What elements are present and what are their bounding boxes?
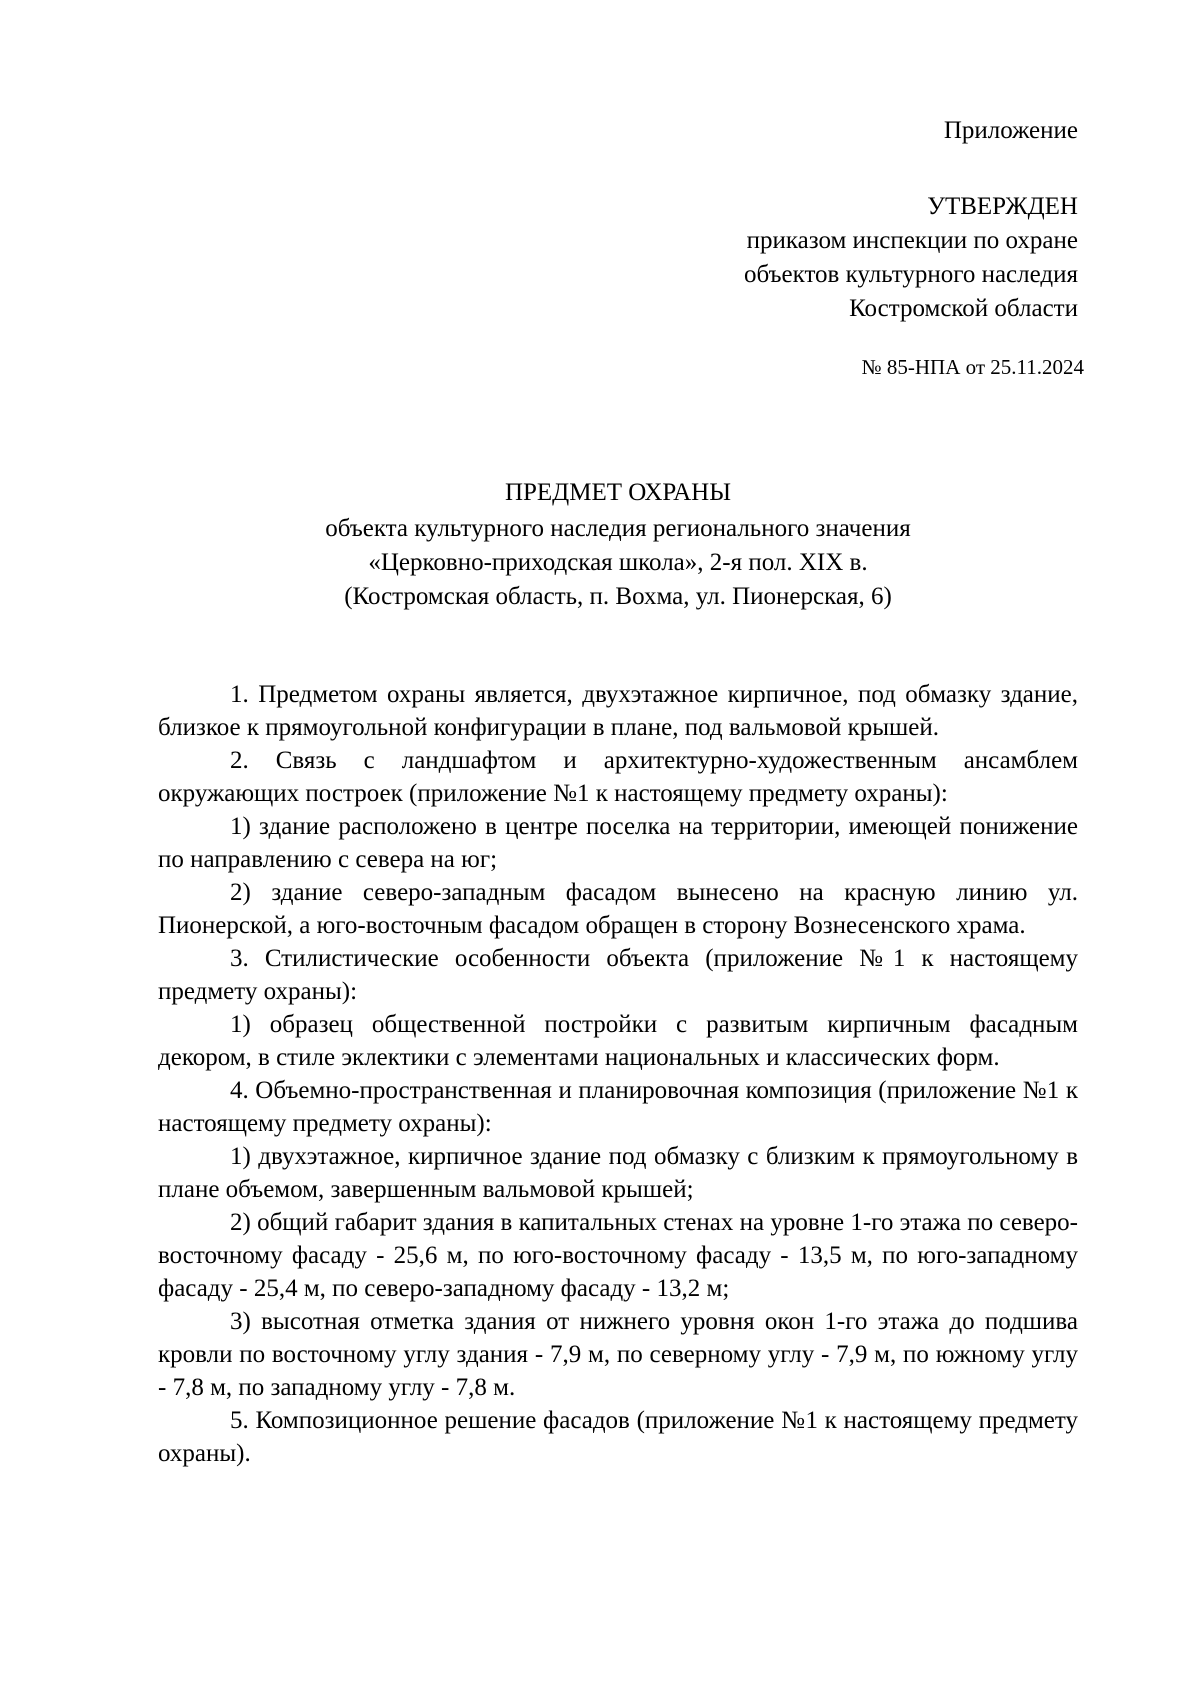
- paragraph-4-item-1: 1) двухэтажное, кирпичное здание под обмазку с близким к прямоугольному в плане объемом, завершенным вальмовой крышей;: [158, 1143, 1078, 1203]
- paragraph-5: 5. Композиционное решение фасадов (приложение №1 к настоящему предмету охраны).: [158, 1407, 1078, 1467]
- paragraph-2: 2. Связь с ландшафтом и архитектурно-художественным ансамблем окружающих построек (приложение №1 к настоящему предмету охраны):: [158, 747, 1078, 807]
- approved-by-line: Костромской области: [849, 295, 1078, 322]
- paragraph-3: 3. Стилистические особенности объекта (приложение №1 к настоящему предмету охраны):: [158, 945, 1078, 1005]
- document-title: ПРЕДМЕТ ОХРАНЫ: [504, 479, 732, 506]
- approved-by-line: объектов культурного наследия: [744, 261, 1078, 288]
- paragraph-2-item-2: 2) здание северо-западным фасадом вынесено на красную линию ул. Пионерской, а юго-восточным фасадом обращен в сторону Вознесенского храма.: [158, 879, 1078, 939]
- approval-stamp-block: [560, 190, 1078, 326]
- paragraph-4-item-3: 3) высотная отметка здания от нижнего уровня окон 1-го этажа до подшива кровли по восточному углу здания - 7,9 м, по северному углу - 7,9 м, по южному углу - 7,8 м, по западному углу - 7,8 м.: [158, 1308, 1078, 1401]
- approved-heading: УТВЕРЖДЕН: [927, 193, 1078, 220]
- paragraph-2-item-1: 1) здание расположено в центре поселка на территории, имеющей понижение по направлению с севера на юг;: [158, 813, 1078, 873]
- title-subline: «Церковно-приходская школа», 2-я пол. XIX в.: [368, 549, 868, 576]
- document-body: [158, 678, 1078, 1470]
- annex-label: Приложение: [943, 117, 1078, 144]
- approved-by-line: приказом инспекции по охране: [746, 227, 1078, 254]
- title-subline: (Костромская область, п. Вохма, ул. Пионерская, 6): [344, 583, 892, 610]
- order-number: № 85-НПА от 25.11.2024: [861, 355, 1084, 379]
- paragraph-1: 1. Предметом охраны является, двухэтажное кирпичное, под обмазку здание, близкое к прямоугольной конфигурации в плане, под вальмовой крышей.: [158, 681, 1078, 741]
- paragraph-4-item-2: 2) общий габарит здания в капитальных стенах на уровне 1-го этажа по северо-восточному фасаду - 25,6 м, по юго-восточному фасаду - 13,5 м, по юго-западному фасаду - 25,4 м, по северо-западному фасаду - 13,2 м;: [158, 1209, 1078, 1302]
- title-subline: объекта культурного наследия регионального значения: [325, 515, 911, 542]
- paragraph-3-item-1: 1) образец общественной постройки с развитым кирпичным фасадным декором, в стиле эклектики с элементами национальных и классических форм.: [158, 1011, 1078, 1071]
- document-title-block: [158, 476, 1078, 614]
- paragraph-4: 4. Объемно-пространственная и планировочная композиция (приложение №1 к настоящему предмету охраны):: [158, 1077, 1078, 1137]
